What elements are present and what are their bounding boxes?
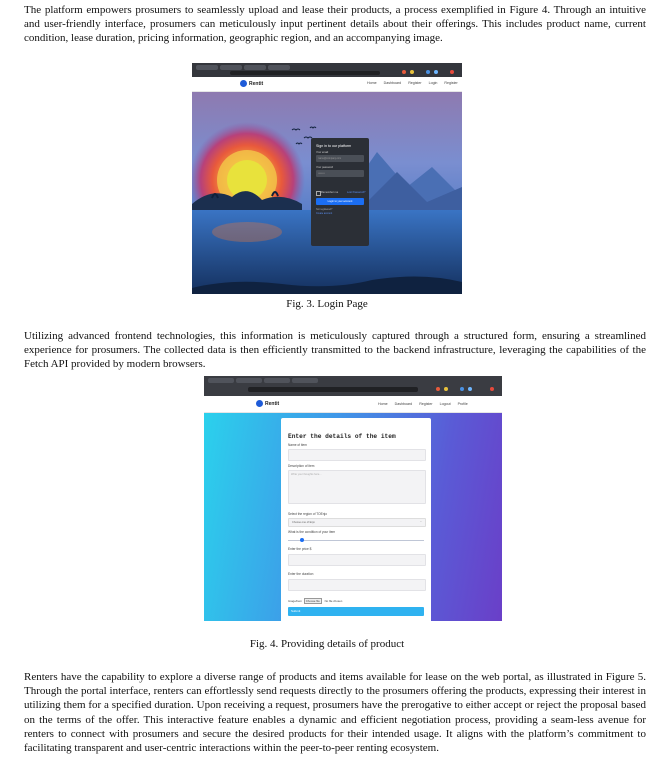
extension-icon <box>436 387 440 391</box>
create-account-link[interactable]: Create account <box>316 212 333 215</box>
site-navbar <box>192 77 462 92</box>
lost-password-link[interactable]: Lost Password? <box>347 191 366 194</box>
browser-chrome <box>192 63 462 77</box>
name-label: Name of item <box>288 443 307 447</box>
address-bar <box>248 387 418 392</box>
figure-product-form <box>204 376 502 621</box>
region-label: Select the region of TOEnjo <box>288 512 328 516</box>
paragraph-frontend: Utilizing advanced frontend technologies, this information is meticulously captured through a structured form, ensuring a streamlined experience for prosumers. The collected data is then efficiently transmitted to the backend infrastructure, leveraging the capabilities of the Fetch API provided by modern browsers. <box>24 330 646 371</box>
description-label: Description of item <box>288 464 315 468</box>
item-name-input[interactable] <box>288 449 426 461</box>
image-file-field <box>288 599 343 603</box>
nav-register-2: Register <box>444 81 458 85</box>
extension-icon <box>410 70 414 74</box>
price-input[interactable] <box>288 554 426 566</box>
browser-tab <box>220 65 242 70</box>
email-input[interactable] <box>316 155 364 162</box>
not-registered-text: Not registered? <box>316 208 333 211</box>
condition-label: What is the condition of your item <box>288 530 336 534</box>
figure-login-page <box>192 63 462 294</box>
item-description-textarea[interactable] <box>288 470 426 504</box>
profile-icon <box>490 387 494 391</box>
chevron-down-icon: ⌄ <box>419 520 422 523</box>
extension-icon <box>426 70 430 74</box>
brand-logo-icon <box>240 80 247 87</box>
email-placeholder: name@company.com <box>318 157 342 160</box>
extension-icon <box>434 70 438 74</box>
choose-file-button[interactable]: Choose file <box>305 599 320 603</box>
submit-button[interactable]: Submit <box>288 607 424 616</box>
paragraph-intro: The platform empowers prosumers to seamlessly upload and lease their products, a process exemplified in Figure 4. Through an intuitive and user-friendly interface, prosumers can meticulously input pertinent details about their offerings. This includes product name, current condition, lease duration, pricing information, geographic region, and an accompanying image. <box>24 4 646 45</box>
figure-4-caption: Fig. 4. Providing details of product <box>249 638 405 650</box>
browser-tab <box>268 65 290 70</box>
nav-profile: Profile <box>457 402 468 406</box>
duration-input[interactable] <box>288 579 426 591</box>
extension-icon <box>460 387 464 391</box>
email-label: Your email <box>316 151 329 154</box>
browser-tab <box>236 378 262 383</box>
browser-chrome <box>204 376 502 396</box>
duration-label: Enter the duration <box>288 572 314 576</box>
extension-icon <box>468 387 472 391</box>
profile-icon <box>450 70 454 74</box>
nav-register: Register <box>419 402 433 406</box>
nav-links <box>378 402 468 406</box>
price-label: Enter the price $ <box>288 547 312 551</box>
nav-login: Login <box>428 81 438 85</box>
site-brand <box>256 400 279 407</box>
form-title: Enter the details of the item <box>288 433 396 440</box>
password-label: Your password <box>316 166 334 169</box>
login-button[interactable]: Login to your account <box>316 198 364 205</box>
extension-icon <box>402 70 406 74</box>
nav-home: Home <box>378 402 388 406</box>
condition-slider[interactable] <box>288 540 424 541</box>
remember-label: Remember me <box>321 191 339 194</box>
nav-links <box>367 81 458 85</box>
login-card <box>311 138 369 246</box>
browser-tab <box>264 378 290 383</box>
browser-tab <box>196 65 218 70</box>
region-selected-value: Choose one of Enjo <box>292 521 315 524</box>
nav-dashboard: Dashboard <box>394 402 413 406</box>
extension-icon <box>444 387 448 391</box>
figure-3-caption: Fig. 3. Login Page <box>286 298 368 310</box>
brand-name: Rentit <box>249 80 264 87</box>
slider-handle[interactable] <box>300 538 304 542</box>
item-details-form <box>281 418 431 621</box>
password-placeholder: •••••••• <box>318 172 325 175</box>
nav-home: Home <box>367 81 377 85</box>
nav-logout: Logout <box>439 402 451 406</box>
site-brand <box>240 80 263 87</box>
region-select[interactable] <box>288 518 426 527</box>
browser-tab <box>292 378 318 383</box>
description-placeholder: Write your thoughts here... <box>291 473 322 476</box>
brand-logo-icon <box>256 400 263 407</box>
nav-dashboard: Dashboard <box>383 81 402 85</box>
browser-tab <box>208 378 234 383</box>
brand-name: Rentit <box>265 400 280 407</box>
site-navbar <box>204 396 502 413</box>
image-label: Image/Item <box>288 599 302 603</box>
address-bar <box>230 71 380 75</box>
password-input[interactable] <box>316 170 364 177</box>
paragraph-renters: Renters have the capability to explore a diverse range of products and items available for lease on the web portal, as illustrated in Figure 5. Through the portal interface, renters can effortlessly send requests directly to the prosumers offering the products, expressing their interest in utilizing them for a specified duration. Upon receiving a request, prosumers have the prerogative to either accept or reject the proposal based on the terms of the offer. This interactive feature enables a dynamic and efficient negotiation process, providing a seam-less avenue for renters to connect with prosumers and secure the desired products for their intended usage. It aligns with the platform’s commitment to facilitating transparent and user-centric interactions within the peer-to-peer renting ecosystem. <box>24 671 646 755</box>
no-file-text: No file chosen <box>324 599 343 603</box>
browser-tab <box>244 65 266 70</box>
login-title: Sign in to our platform <box>316 144 352 148</box>
nav-register: Register <box>408 81 422 85</box>
